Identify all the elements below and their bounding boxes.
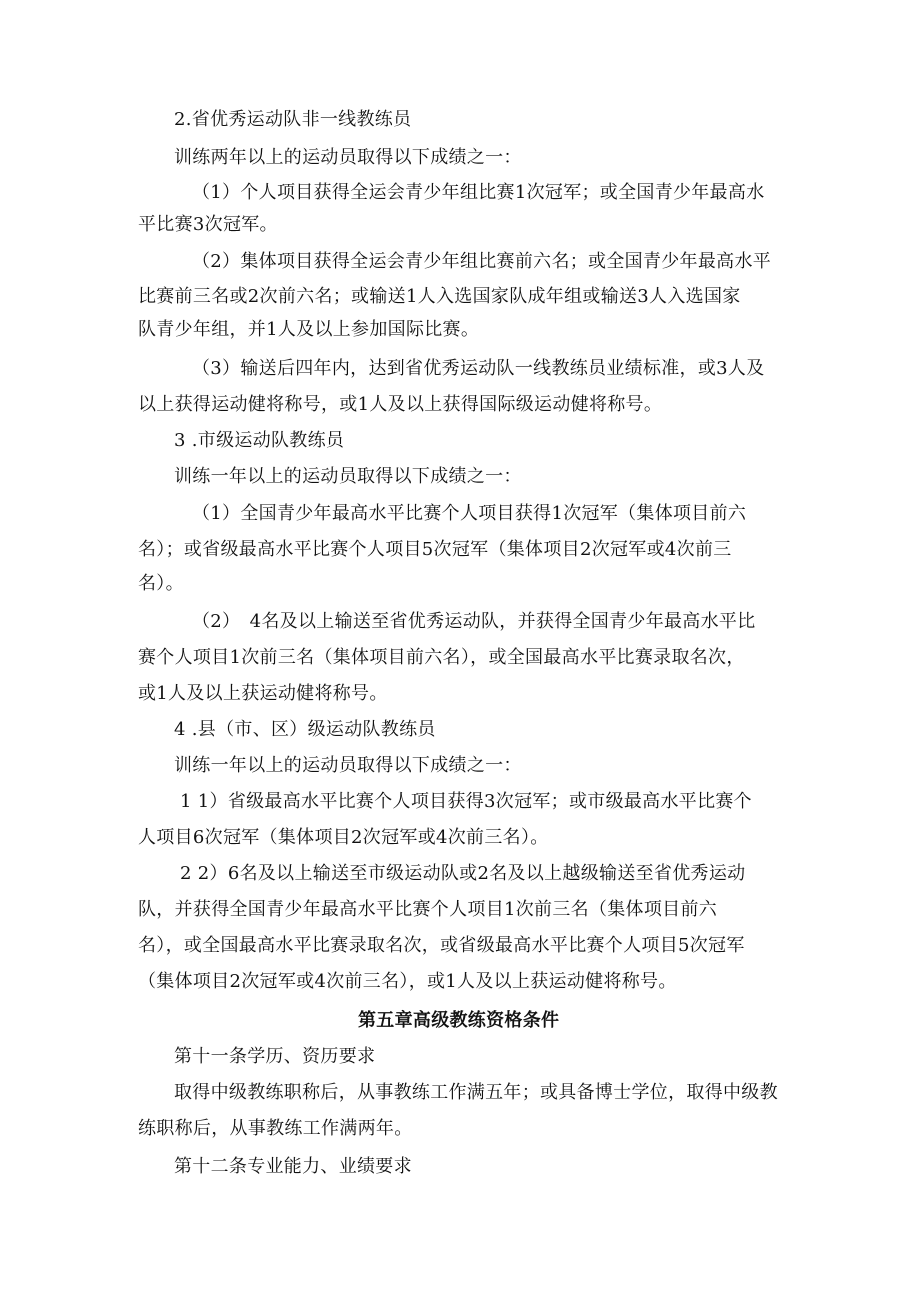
text-line: 队青少年组，并1人及以上参加国际比赛。: [138, 319, 480, 340]
text-line: 或1人及以上获运动健将称号。: [138, 683, 388, 704]
section-heading-county-level: 4 .县（市、区）级运动队教练员: [174, 719, 436, 740]
text-line: （集体项目2次冠军或4次前三名），或1人及以上获运动健将称号。: [138, 971, 677, 992]
text-line: （3）输送后四年内，达到省优秀运动队一线教练员业绩标准，或3人及: [192, 358, 765, 379]
text-line: 练职称后，从事教练工作满两年。: [138, 1118, 413, 1139]
text-line: （1）全国青少年最高水平比赛个人项目获得1次冠军（集体项目前六: [192, 503, 747, 524]
text-line: 取得中级教练职称后，从事教练工作满五年；或具备博士学位，取得中级教: [174, 1082, 778, 1103]
text-line: （2） 4名及以上输送至省优秀运动队，并获得全国青少年最高水平比: [192, 611, 756, 632]
text-line: 赛个人项目1次前三名（集体项目前六名），或全国最高水平比赛录取名次，: [138, 647, 745, 668]
text-line: （2）集体项目获得全运会青少年组比赛前六名；或全国青少年最高水平: [192, 251, 772, 272]
text-line: 名），或全国最高水平比赛录取名次，或省级最高水平比赛个人项目5次冠军: [138, 935, 745, 956]
text-line: 人项目6次冠军（集体项目2次冠军或4次前三名）。: [138, 827, 549, 848]
text-line: 平比赛3次冠军。: [138, 214, 278, 235]
text-line: 队，并获得全国青少年最高水平比赛个人项目1次前三名（集体项目前六: [138, 899, 718, 920]
text-line: 以上获得运动健将称号，或1人及以上获得国际级运动健将称号。: [138, 394, 663, 415]
text-line: 比赛前三名或2次前六名；或输送1人入选国家队成年组或输送3人入选国家: [138, 286, 741, 307]
article-heading-12: 第十二条专业能力、业绩要求: [174, 1156, 412, 1177]
section-heading-provincial-non-first-line: 2.省优秀运动队非一线教练员: [174, 109, 412, 130]
text-line: 2 2）6名及以上输送至市级运动队或2名及以上越级输送至省优秀运动: [180, 863, 746, 884]
section-heading-city-level: 3 .市级运动队教练员: [174, 430, 345, 451]
text-line: 训练两年以上的运动员取得以下成绩之一：: [174, 147, 522, 168]
chapter-title: 第五章高级教练资格条件: [358, 1010, 560, 1031]
text-line: 1 1）省级最高水平比赛个人项目获得3次冠军；或市级最高水平比赛个: [180, 791, 752, 812]
text-line: 名）。: [138, 573, 184, 594]
text-line: 训练一年以上的运动员取得以下成绩之一：: [174, 466, 522, 487]
text-line: 训练一年以上的运动员取得以下成绩之一：: [174, 755, 522, 776]
text-line: （1）个人项目获得全运会青少年组比赛1次冠军；或全国青少年最高水: [192, 182, 765, 203]
article-heading-11: 第十一条学历、资历要求: [174, 1046, 376, 1067]
text-line: 名）；或省级最高水平比赛个人项目5次冠军（集体项目2次冠军或4次前三: [138, 539, 732, 560]
